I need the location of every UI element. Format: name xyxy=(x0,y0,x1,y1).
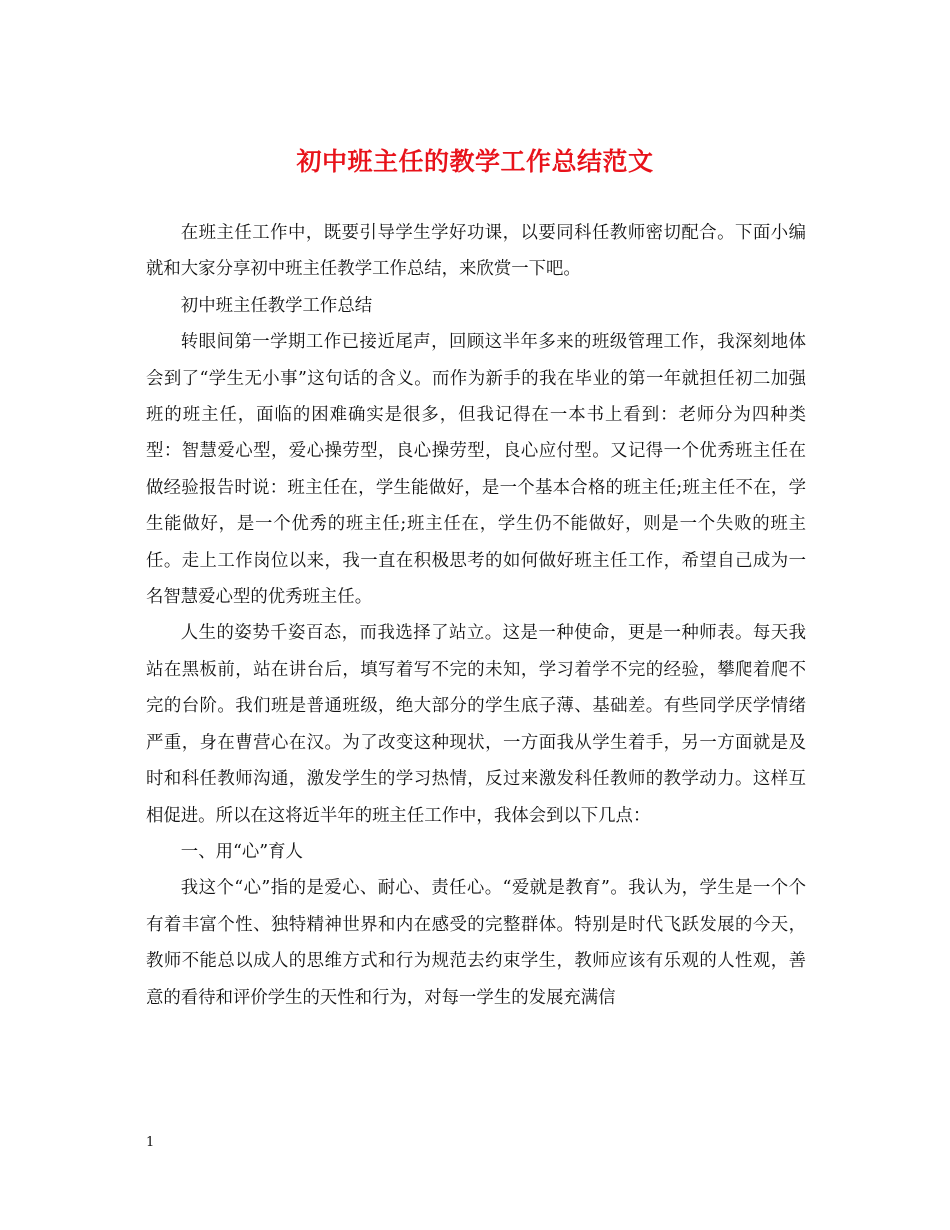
paragraph-heart: 我这个“心”指的是爱心、耐心、责任心。“爱就是教育”。我认为，学生是一个个有着丰富个性、独特精神世界和内在感受的完整群体。特别是时代飞跃发展的今天，教师不能总以成人的思维方式和行为规范去约束学生，教师应该有乐观的人性观，善意的看待和评价学生的天性和行为，对每一学生的发展充满信 xyxy=(146,878,806,1008)
document-body xyxy=(146,215,806,1016)
page-number: 1 xyxy=(146,1135,155,1150)
paragraph-subtitle: 初中班主任教学工作总结 xyxy=(180,295,373,316)
paragraph-review: 转眼间第一学期工作已接近尾声，回顾这半年多来的班级管理工作，我深刻地体会到了“学生无小事”这句话的含义。而作为新手的我在毕业的第一年就担任初二加强班的班主任，面临的困难确实是很多，但我记得在一本书上看到：老师分为四种类型：智慧爱心型，爱心操劳型，良心操劳型，良心应付型。又记得一个优秀班主任在做经验报告时说：班主任在，学生能做好，是一个基本合格的班主任;班主任不在，学生能做好，是一个优秀的班主任;班主任在，学生仍不能做好，则是一个失败的班主任。走上工作岗位以来，我一直在积极思考的如何做好班主任工作，希望自己成为一名智慧爱心型的优秀班主任。 xyxy=(146,332,806,608)
document-title: 初中班主任的教学工作总结范文 xyxy=(296,147,654,176)
paragraph-posture: 人生的姿势千姿百态，而我选择了站立。这是一种使命，更是一种师表。每天我站在黑板前，站在讲台后，填写着写不完的未知，学习着学不完的经验，攀爬着爬不完的台阶。我们班是普通班级，绝大部分的学生底子薄、基础差。有些同学厌学情绪严重，身在曹营心在汉。为了改变这种现状，一方面我从学生着手，另一方面就是及时和科任教师沟通，激发学生的学习热情，反过来激发科任教师的教学动力。这样互相促进。所以在这将近半年的班主任工作中，我体会到以下几点： xyxy=(146,623,806,826)
paragraph-intro: 在班主任工作中，既要引导学生学好功课，以要同科任教师密切配合。下面小编就和大家分享初中班主任教学工作总结，来欣赏一下吧。 xyxy=(146,223,806,280)
paragraph-heading-one: 一、用“心”育人 xyxy=(180,841,303,862)
